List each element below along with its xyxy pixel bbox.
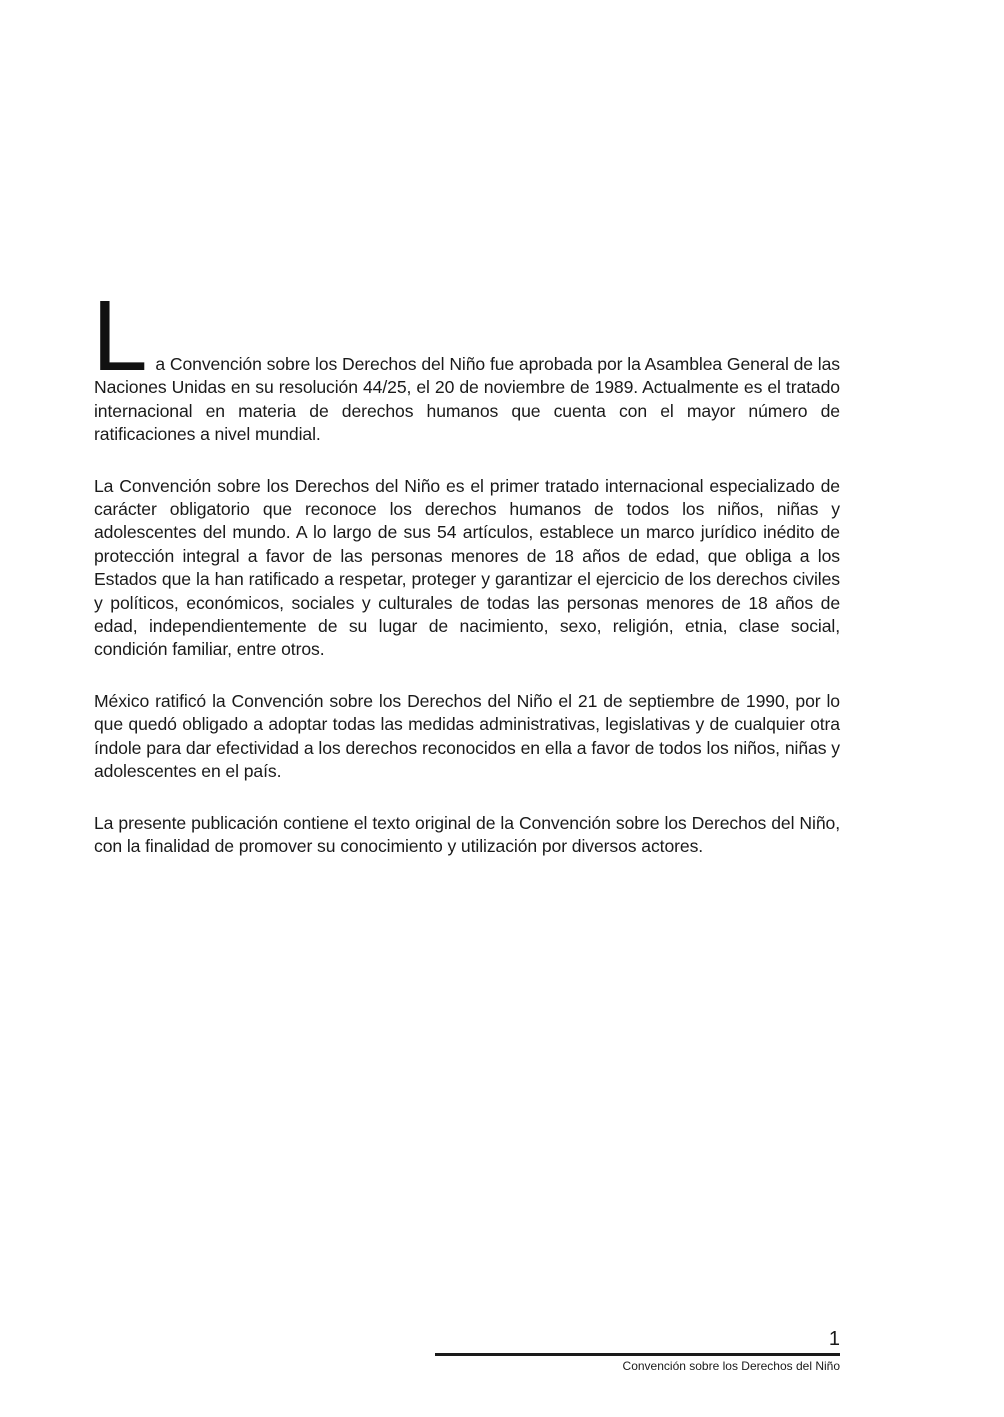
body-text bbox=[92, 280, 841, 886]
drop-cap: L bbox=[92, 280, 148, 392]
paragraph-3: México ratificó la Convención sobre los Derechos del Niño el 21 de septiembre de 1990, por lo que quedó obligado a adoptar todas las medidas administrativas, legislativas y de cualquier otra índole para dar efectividad a los derechos reconocidos en ella a favor de todos los niños, niñas y adolescentes en el país. bbox=[94, 690, 840, 782]
footer-running-title: Convención sobre los Derechos del Niño bbox=[622, 1359, 840, 1373]
paragraph-1 bbox=[92, 280, 841, 447]
paragraph-2: La Convención sobre los Derechos del Niño es el primer tratado internacional especializado de carácter obligatorio que reconoce los derechos humanos de todos los niños, niñas y adolescentes del mundo. A lo largo de sus 54 artículos, establece un marco jurídico inédito de protección integral a favor de las personas menores de 18 años de edad, que obliga a los Estados que la han ratificado a respetar, proteger y garantizar el ejercicio de los derechos civiles y políticos, económicos, sociales y culturales de todas las personas menores de 18 años de edad, independientemente de su lugar de nacimiento, sexo, religión, etnia, clase social, condición familiar, entre otros. bbox=[94, 475, 840, 660]
paragraph-4: La presente publicación contiene el texto original de la Convención sobre los Derechos del Niño, con la finalidad de promover su conocimiento y utilización por diversos actores. bbox=[94, 812, 840, 856]
footer-rule bbox=[435, 1353, 840, 1356]
paragraph-1-text: a Convención sobre los Derechos del Niño fue aprobada por la Asamblea General de las Naciones Unidas en su resolución 44/25, el 20 de noviembre de 1989. Actualmente es el tratado internacional en materia de derechos humanos que cuenta con el mayor número de ratificaciones a nivel mundial. bbox=[94, 354, 841, 445]
page-number: 1 bbox=[828, 1328, 840, 1350]
